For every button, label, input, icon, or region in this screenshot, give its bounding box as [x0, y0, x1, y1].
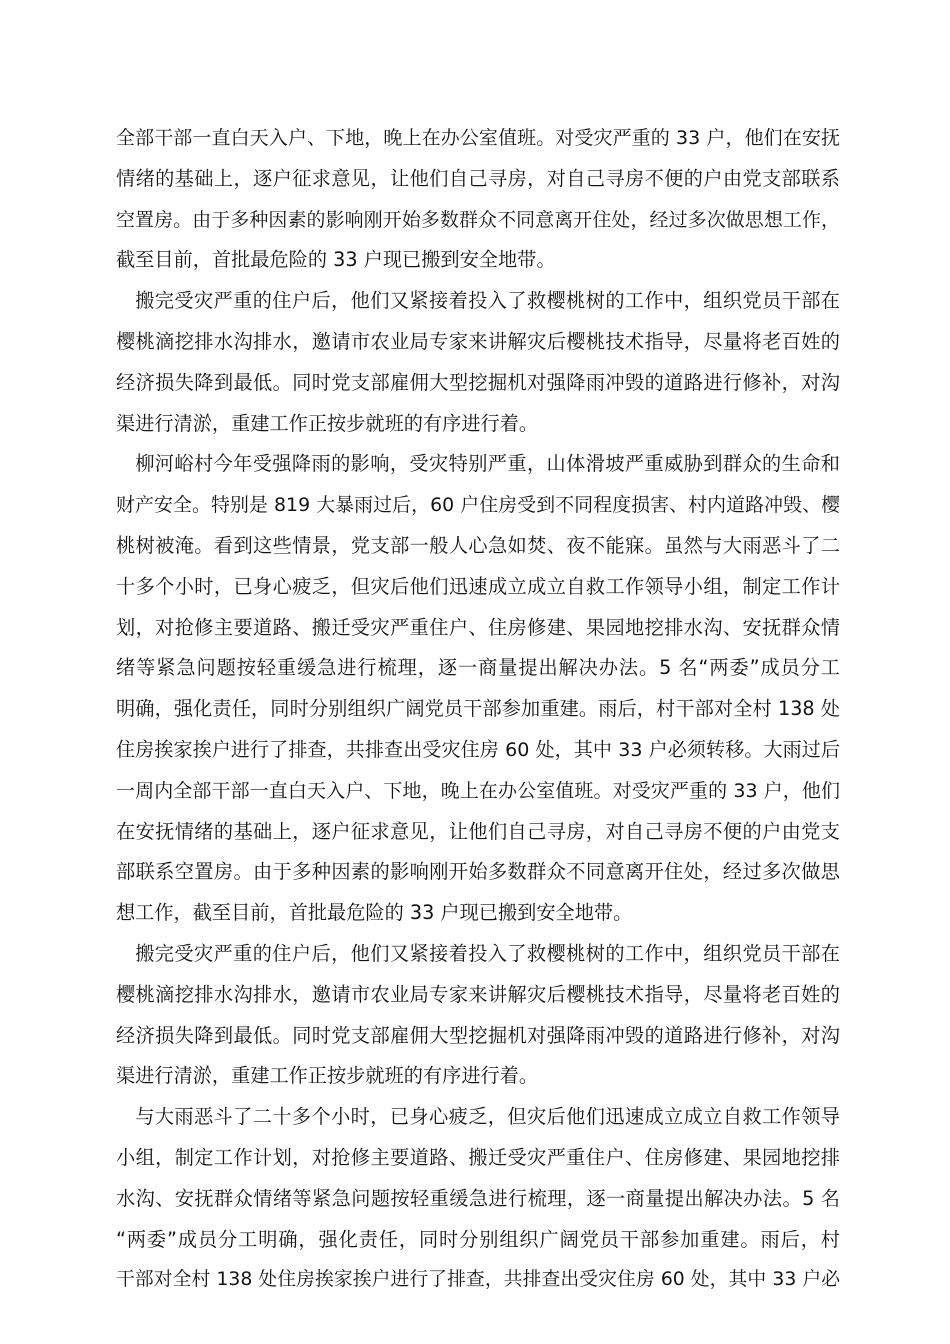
text-line: 桃树被淹。看到这些情景，党支部一般人心急如焚、夜不能寐。虽然与大雨恶斗了二 — [116, 533, 840, 557]
text-line: 柳河峪村今年受强降雨的影响，受灾特别严重，山体滑坡严重威胁到群众的生命和 — [135, 452, 840, 476]
text-line: 想工作，截至目前，首批最危险的 33 户现已搬到安全地带。 — [116, 901, 633, 925]
text-line: 绪等紧急问题按轻重缓急进行梳理，逐一商量提出解决办法。5 名“两委”成员分工 — [116, 656, 840, 680]
text-line: 渠进行清淤，重建工作正按步就班的有序进行着。 — [116, 1064, 539, 1088]
text-line: “两委”成员分工明确，强化责任，同时分别组织广阔党员干部参加重建。雨后，村 — [116, 1227, 840, 1251]
text-line: 截至目前，首批最危险的 33 户现已搬到安全地带。 — [116, 248, 556, 272]
text-line: 财产安全。特别是 819 大暴雨过后，60 户住房受到不同程度损害、村内道路冲毁、樱 — [116, 494, 840, 517]
paragraph-4 — [116, 934, 840, 1097]
text-line: 小组，制定工作计划，对抢修主要道路、搬迁受灾严重住户、住房修建、果园地挖排 — [116, 1145, 840, 1169]
text-line: 十多个小时，已身心疲乏，但灾后他们迅速成立成立自救工作领导小组，制定工作计 — [116, 574, 840, 598]
text-line: 搬完受灾严重的住户后，他们又紧接着投入了救樱桃树的工作中，组织党员干部在 — [135, 941, 840, 965]
text-line: 住房挨家挨户进行了排查，共排查出受灾住房 60 处，其中 33 户必须转移。大雨过后 — [116, 738, 840, 761]
text-line: 情绪的基础上，逐户征求意见，让他们自己寻房，对自己寻房不便的户由党支部联系 — [116, 166, 840, 190]
text-line: 一周内全部干部一直白天入户、下地，晚上在办公室值班。对受灾严重的 33 户，他们 — [116, 779, 840, 802]
paragraph-3 — [116, 444, 840, 934]
text-line: 明确，强化责任，同时分别组织广阔党员干部参加重建。雨后，村干部对全村 138 处 — [116, 697, 840, 721]
text-line: 经济损失降到最低。同时党支部雇佣大型挖掘机对强降雨冲毁的道路进行修补，对沟 — [116, 370, 840, 394]
text-line: 搬完受灾严重的住户后，他们又紧接着投入了救樱桃树的工作中，组织党员干部在 — [135, 289, 840, 313]
paragraph-2 — [116, 281, 840, 444]
text-line: 干部对全村 138 处住房挨家挨户进行了排查，共排查出受灾住房 60 处，其中 33 户必 — [116, 1269, 840, 1291]
text-line: 与大雨恶斗了二十多个小时，已身心疲乏，但灾后他们迅速成立成立自救工作领导 — [135, 1105, 840, 1129]
text-line: 在安抚情绪的基础上，逐户征求意见，让他们自己寻房，对自己寻房不便的户由党支 — [116, 819, 840, 843]
paragraph-1 — [116, 118, 840, 281]
text-line: 部联系空置房。由于多种因素的影响刚开始多数群众不同意离开住处，经过多次做思 — [116, 860, 840, 884]
text-line: 渠进行清淤，重建工作正按步就班的有序进行着。 — [116, 411, 539, 435]
paragraph-5 — [116, 1097, 840, 1301]
text-line: 空置房。由于多种因素的影响刚开始多数群众不同意离开住处，经过多次做思想工作， — [116, 208, 840, 231]
text-line: 划，对抢修主要道路、搬迁受灾严重住户、住房修建、果园地挖排水沟、安抚群众情 — [116, 615, 840, 639]
text-line: 水沟、安抚群众情绪等紧急问题按轻重缓急进行梳理，逐一商量提出解决办法。5 名 — [116, 1186, 840, 1210]
text-line: 全部干部一直白天入户、下地，晚上在办公室值班。对受灾严重的 33 户，他们在安抚 — [116, 127, 840, 149]
text-line: 经济损失降到最低。同时党支部雇佣大型挖掘机对强降雨冲毁的道路进行修补，对沟 — [116, 1023, 840, 1047]
text-line: 樱桃滴挖排水沟排水，邀请市农业局专家来讲解灾后樱桃技术指导，尽量将老百姓的 — [116, 982, 840, 1006]
document-body — [116, 118, 840, 1301]
text-line: 樱桃滴挖排水沟排水，邀请市农业局专家来讲解灾后樱桃技术指导，尽量将老百姓的 — [116, 329, 840, 353]
